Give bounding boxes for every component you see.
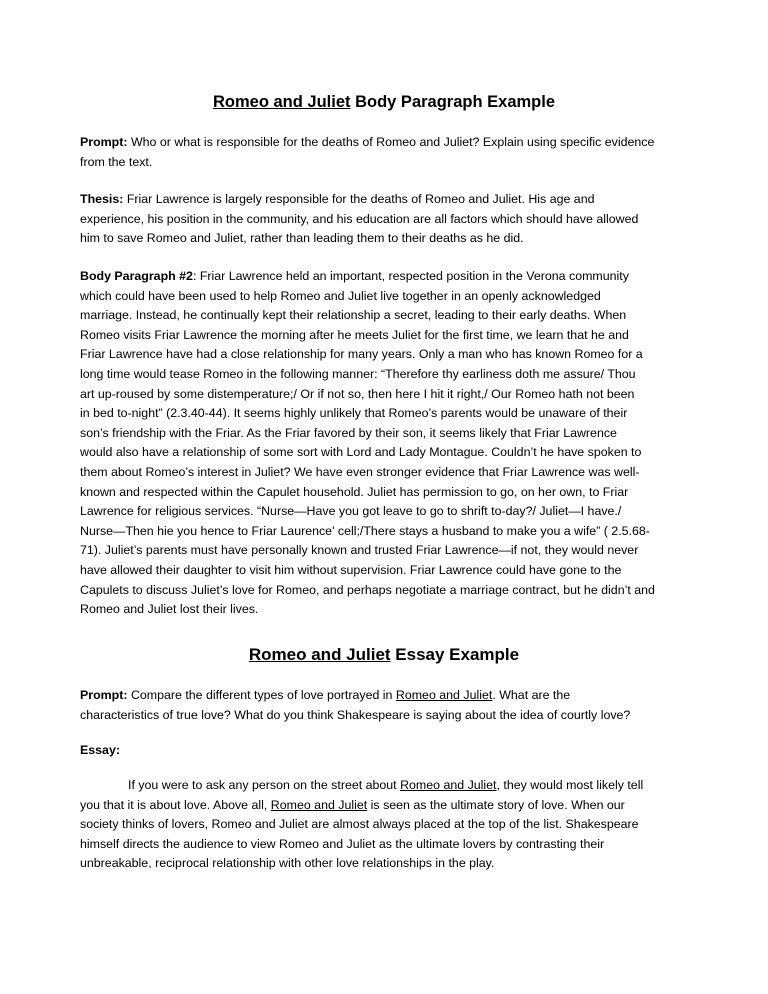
body-paragraph-2	[80, 267, 690, 620]
essay-paragraph	[80, 776, 690, 874]
essay-example-title	[0, 645, 768, 665]
body-line: would also have a relationship of some sort with Lord and Lady Montague. Couldn’t he have spoken to	[80, 445, 642, 460]
body-paragraph-example-title	[0, 93, 768, 112]
prompt-paragraph-1	[80, 133, 690, 172]
prompt-label: Prompt:	[80, 688, 128, 702]
thesis-line: Thesis: Friar Lawrence is largely responsible for the deaths of Romeo and Juliet. His age and	[80, 192, 595, 206]
body-line: Romeo visits Friar Lawrence the morning after he meets Juliet for the first time, we learn that he and	[80, 327, 629, 342]
body-line: Nurse—Then hie you hence to Friar Laurence' cell;/There stays a husband to make you a wife” ( 2.5.68-	[80, 523, 650, 538]
prompt-line: characteristics of true love? What do you think Shakespeare is saying about the idea of courtly love?	[80, 707, 631, 722]
prompt-paragraph-2	[80, 686, 690, 725]
body-line: Lawrence for religious services. “Nurse—Have you got leave to go to shrift to-day?/ Juliet—I have./	[80, 504, 622, 519]
thesis-line: him to save Romeo and Juliet, rather than leading them to their deaths as he did.	[80, 231, 524, 246]
thesis-paragraph	[80, 190, 690, 249]
prompt-line: from the text.	[80, 154, 153, 169]
essay-label-paragraph	[80, 741, 690, 761]
essay-line: society thinks of lovers, Romeo and Juliet are almost always placed at the top of the list. Shakespeare	[80, 817, 639, 832]
body-line: in bed to-night” (2.3.40-44). It seems highly unlikely that Romeo’s parents would be unaware of their	[80, 406, 628, 421]
body-line: which could have been used to help Romeo and Juliet live together in an openly acknowledged	[80, 288, 601, 303]
prompt-line: Prompt: Compare the different types of love portrayed in Romeo and Juliet. What are the	[80, 688, 571, 702]
body-line: 71). Juliet’s parents must have personally known and trusted Friar Lawrence—if not, they would never	[80, 543, 639, 558]
body-line: have allowed their daughter to visit him without supervision. Friar Lawrence could have gone to the	[80, 562, 622, 577]
thesis-line: experience, his position in the community, and his education are all factors which should have allowed	[80, 211, 639, 226]
body-line: Body Paragraph #2: Friar Lawrence held an important, respected position in the Verona community	[80, 269, 629, 283]
body-line: Romeo and Juliet lost their lives.	[80, 602, 259, 617]
prompt-label: Prompt:	[80, 135, 128, 149]
body-line: son’s friendship with the Friar. As the Friar favored by their son, it seems likely that Friar Lawrence	[80, 425, 617, 440]
body-line: Capulets to discuss Juliet’s love for Romeo, and perhaps negotiate a marriage contract, but he didn’t and	[80, 582, 655, 597]
essay-line: himself directs the audience to view Romeo and Juliet as the ultimate lovers by contrasting their	[80, 836, 605, 851]
body-paragraph-label: Body Paragraph #2	[80, 269, 193, 283]
essay-label: Essay:	[80, 743, 120, 757]
title-rest: Essay Example	[390, 645, 520, 664]
body-line: marriage. Instead, he continually kept their relationship a secret, leading to their early deaths. When	[80, 308, 627, 323]
title-rest: Body Paragraph Example	[350, 93, 556, 111]
essay-line: unbreakable, reciprocal relationship with other love relationships in the play.	[80, 856, 495, 871]
title-play-name: Romeo and Juliet	[212, 93, 351, 111]
essay-line: If you were to ask any person on the street about Romeo and Juliet, they would most likely tell	[128, 778, 644, 792]
body-line: Friar Lawrence have had a close relationship for many years. Only a man who has known Romeo for a	[80, 347, 643, 362]
body-line: art up-roused by some distemperature;/ Or if not so, then here I hit it right,/ Our Romeo hath not been	[80, 386, 635, 401]
prompt-line: Prompt: Who or what is responsible for the deaths of Romeo and Juliet? Explain using specific evidence	[80, 135, 655, 149]
thesis-label: Thesis:	[80, 192, 124, 206]
body-line: known and respected within the Capulet household. Juliet has permission to go, on her own, to Friar	[80, 484, 629, 499]
title-play-name: Romeo and Juliet	[248, 645, 391, 664]
essay-line: you that it is about love. Above all, Romeo and Juliet is seen as the ultimate story of love. When our	[80, 797, 625, 812]
body-line: long time would tease Romeo in the following manner: “Therefore thy earliness doth me assure/ Thou	[80, 366, 636, 381]
body-line: them about Romeo’s interest in Juliet? We have even stronger evidence that Friar Lawrence was well-	[80, 464, 640, 479]
